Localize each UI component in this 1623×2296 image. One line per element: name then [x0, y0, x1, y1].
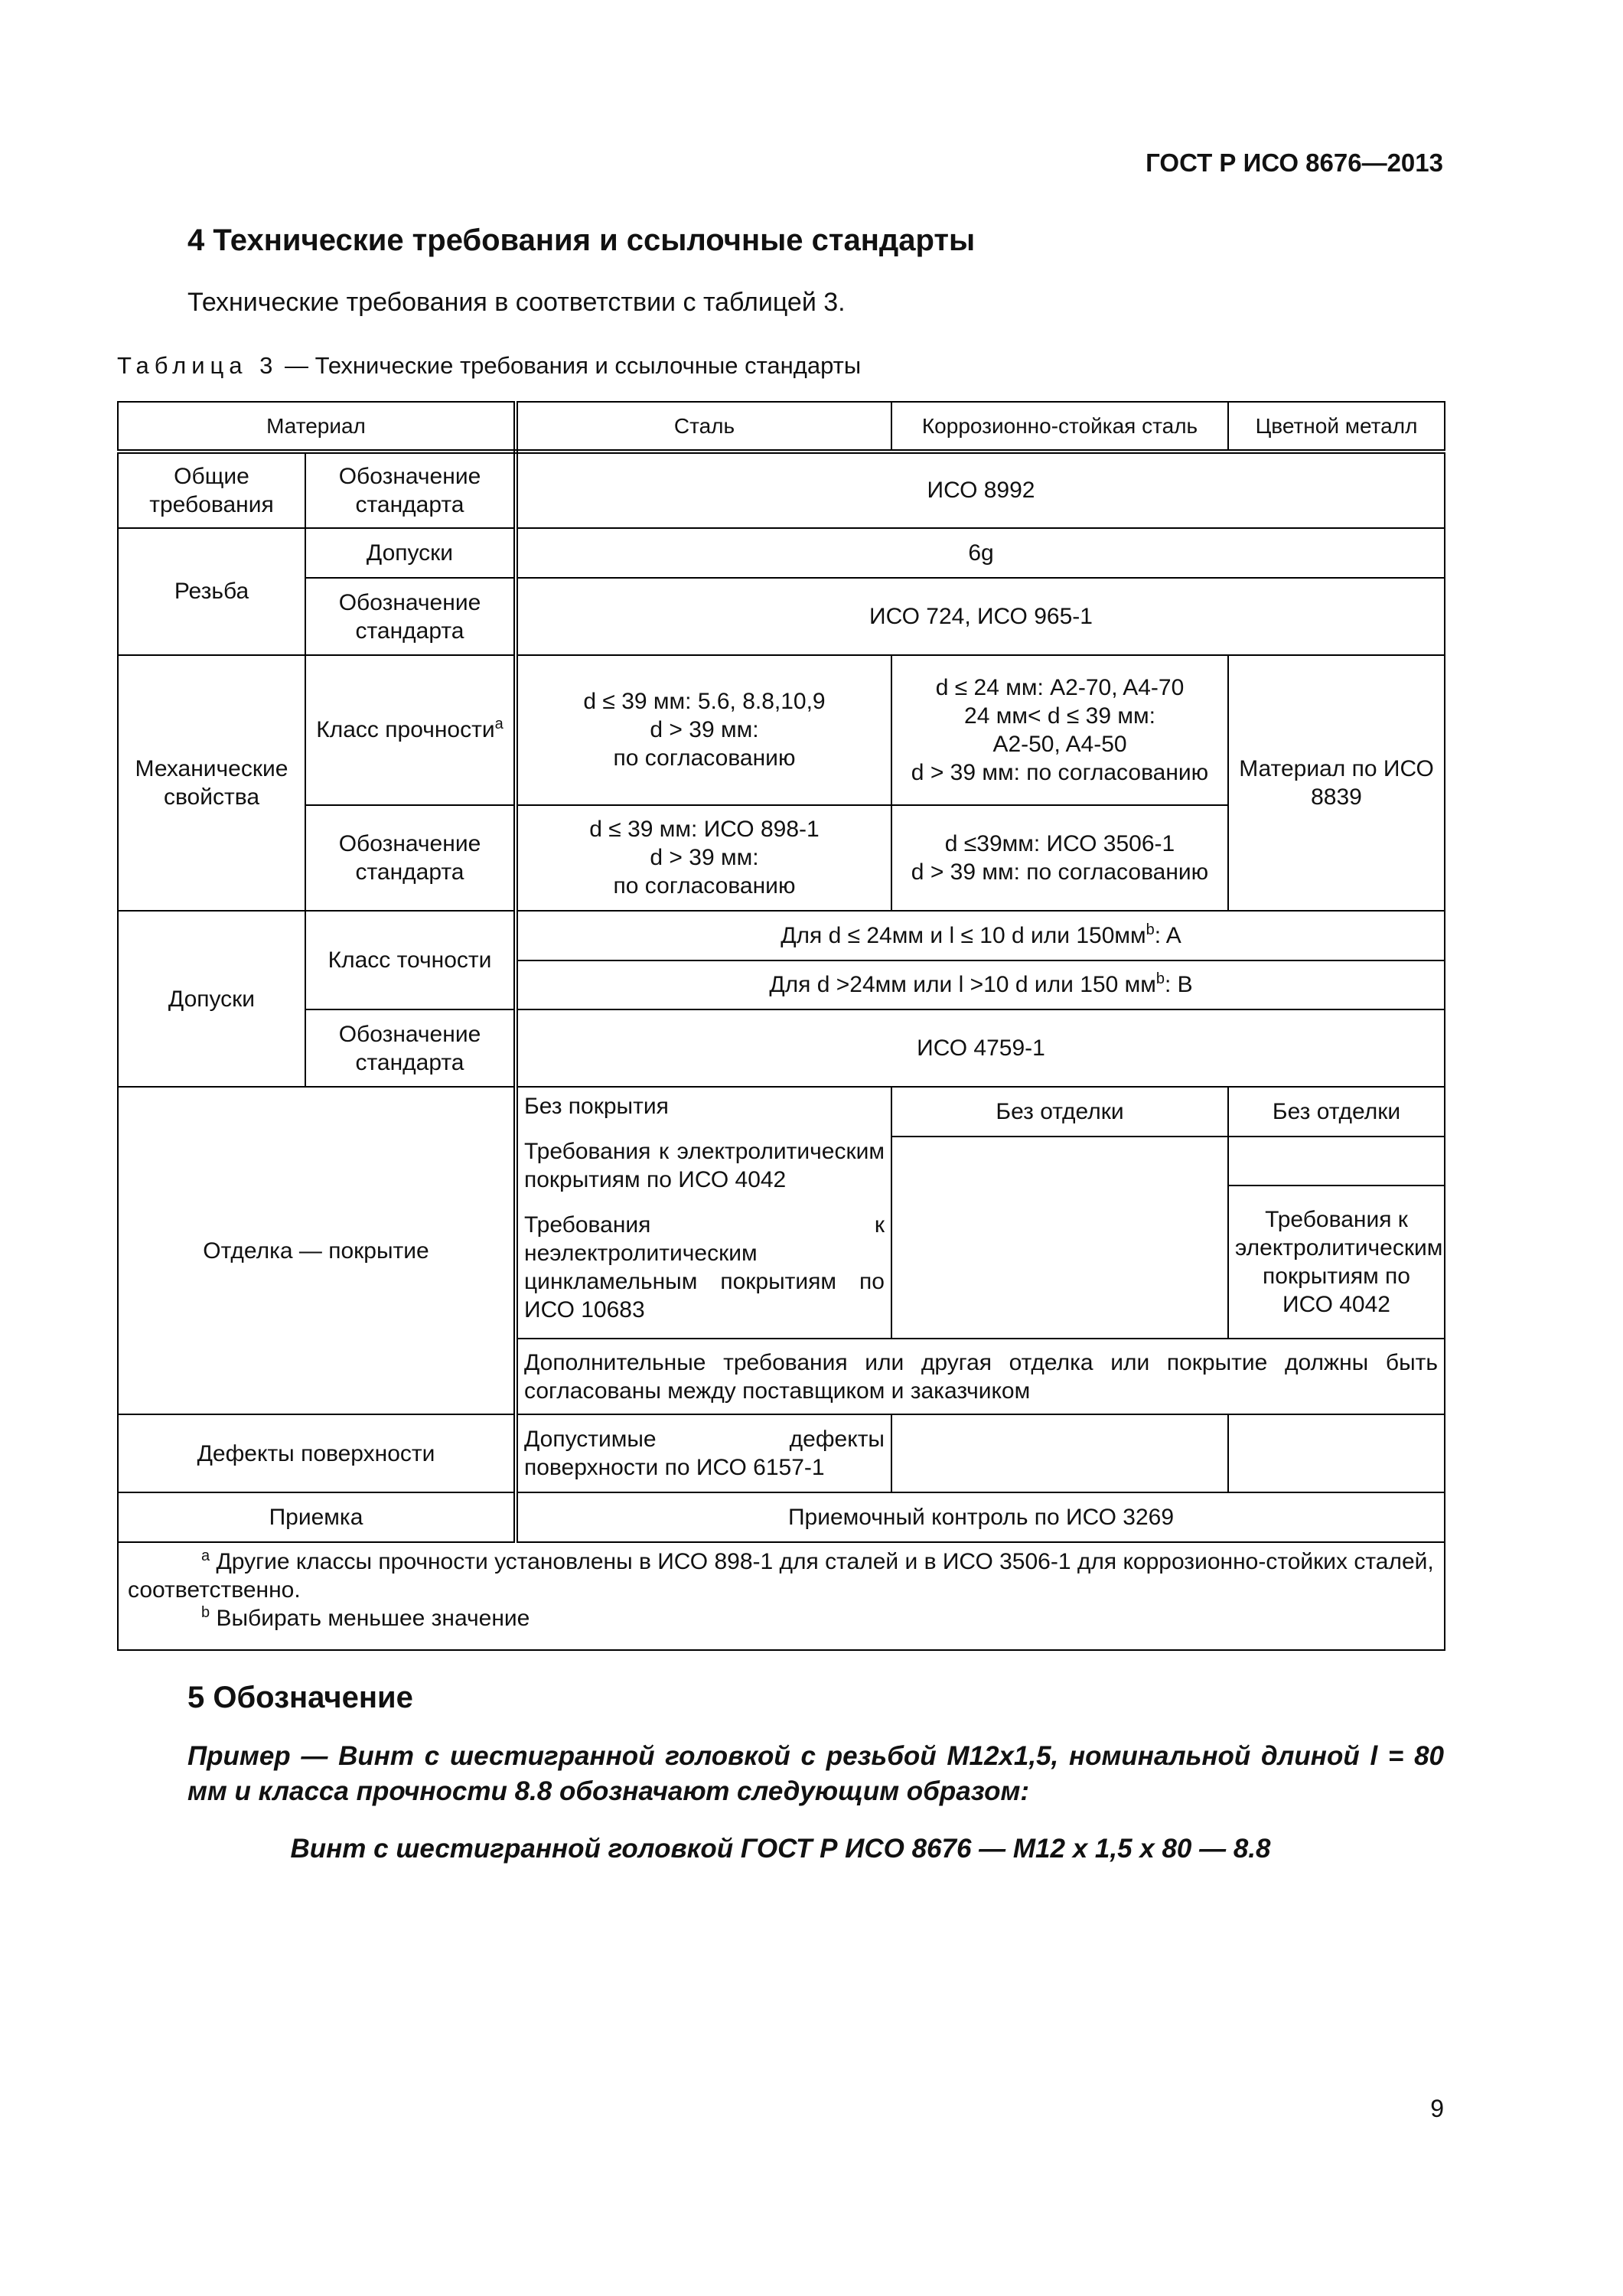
cell-steel-finish: Без покрытия Требования к электролитическим покрытиям по ИСО 4042 Требования к неэлектролитическим цинкламельным покрытиям по ИСО 10683 [516, 1087, 891, 1339]
footnote-b: $^b$ Выбирать меньшее значение [201, 1603, 530, 1631]
cell-stainless-surface-defects-empty [891, 1414, 1228, 1492]
cell-tolerance-standard: ИСО 4759-1 [516, 1009, 1445, 1087]
row-label-surface-defects: Дефекты поверхности [118, 1414, 516, 1492]
cell-steel-strength-class: d ≤ 39 мм: 5.6, 8.8,10,9 d > 39 мм: по согласованию [516, 655, 891, 805]
section-4-title: 4 Технические требования и ссылочные стандарты [187, 223, 976, 257]
cell-nonferrous-mechanical: Материал по ИСО 8839 [1228, 655, 1445, 911]
row-sub-strength-class: Класс прочности$^a$ [305, 655, 516, 805]
example-text: — Винт с шестигранной головкой с резьбой М12х1,5, номинальной длиной l = 80 мм и класса прочности 8.8 обозначают следующим образом: [187, 1741, 1444, 1806]
cell-stainless-finish-empty [891, 1137, 1228, 1339]
table-caption-text: — Технические требования и ссылочные стандарты [278, 352, 862, 379]
cell-nonferrous-finish-empty [1228, 1137, 1445, 1186]
cell-nonferrous-surface-defects-empty [1228, 1414, 1445, 1492]
cell-nonferrous-finish-1: Без отделки [1228, 1087, 1445, 1137]
cell-steel-mechanical-standard: d ≤ 39 мм: ИСО 898-1 d > 39 мм: по согласованию [516, 805, 891, 911]
row-sub-general: Обозначение стандарта [305, 452, 516, 528]
document-id: ГОСТ Р ИСО 8676—2013 [1146, 148, 1443, 177]
designation-string: Винт с шестигранной головкой ГОСТ Р ИСО 8676 — М12 х 1,5 х 80 — 8.8 [290, 1834, 1271, 1864]
table-row [118, 452, 1445, 528]
table-row [118, 528, 1445, 579]
table-caption-label: Таблица 3 [117, 352, 279, 379]
header-steel: Сталь [516, 402, 891, 452]
cell-accuracy-class-b: Для d >24мм или l >10 d или 150 $мм^b$: B [516, 960, 1445, 1010]
table-row [118, 911, 1445, 960]
table-row [118, 1009, 1445, 1087]
cell-stainless-mechanical-standard: d ≤39мм: ИСО 3506-1 d > 39 мм: по согласованию [891, 805, 1228, 911]
table-row [118, 1087, 1445, 1137]
header-nonferrous: Цветной металл [1228, 402, 1445, 452]
row-label-thread: Резьба [118, 528, 305, 656]
cell-finish-additional: Дополнительные требования или другая отделка или покрытие должны быть согласованы между поставщиком и заказчиком [516, 1339, 1445, 1414]
cell-stainless-finish: Без отделки [891, 1087, 1228, 1137]
row-sub-thread-standard: Обозначение стандарта [305, 578, 516, 655]
row-sub-thread-tolerance: Допуски [305, 528, 516, 579]
cell-accuracy-class-a: Для d ≤ 24мм и l ≤ 10 d или $150мм^b$: A [516, 911, 1445, 960]
requirements-table-wrapper [117, 401, 1444, 1651]
footnote-a: $^a$ Другие классы прочности установлены в ИСО 898-1 для сталей и в ИСО 3506-1 для коррозионно-стойких сталей, соответственно. [128, 1547, 1434, 1603]
cell-thread-standard: ИСО 724, ИСО 965-1 [516, 578, 1445, 655]
designation-example [187, 1739, 1444, 1809]
page-number: 9 [1430, 2095, 1444, 2122]
table-row [118, 655, 1445, 805]
example-lead: Пример [187, 1741, 291, 1771]
table-caption [117, 352, 861, 380]
cell-steel-surface-defects: Допустимые дефекты поверхности по ИСО 6157-1 [516, 1414, 891, 1492]
row-label-mechanical: Механические свойства [118, 655, 305, 911]
cell-acceptance-value: Приемочный контроль по ИСО 3269 [516, 1492, 1445, 1542]
section-4-intro: Технические требования в соответствии с таблицей 3. [187, 288, 846, 317]
row-sub-tolerance-standard: Обозначение стандарта [305, 1009, 516, 1087]
cell-stainless-strength-class: d ≤ 24 мм: A2-70, A4-70 24 мм< d ≤ 39 мм: A2-50, A4-50 d > 39 мм: по согласованию [891, 655, 1228, 805]
table-header-row [118, 402, 1445, 452]
table-row [118, 578, 1445, 655]
header-material: Материал [118, 402, 516, 452]
table-notes-row [118, 1542, 1445, 1650]
cell-nonferrous-finish-coating: Требования к электролитическим покрытиям по ИСО 4042 [1228, 1186, 1445, 1339]
table-footnotes [118, 1542, 1445, 1650]
section-5-title: 5 Обозначение [187, 1681, 413, 1714]
row-label-tolerances: Допуски [118, 911, 305, 1087]
row-label-finish: Отделка — покрытие [118, 1087, 516, 1414]
table-row [118, 1414, 1445, 1492]
row-sub-accuracy-class: Класс точности [305, 911, 516, 1009]
row-sub-mechanical-standard: Обозначение стандарта [305, 805, 516, 911]
cell-general-value: ИСО 8992 [516, 452, 1445, 528]
requirements-table [117, 401, 1445, 1651]
row-label-acceptance: Приемка [118, 1492, 516, 1542]
header-stainless: Коррозионно-стойкая сталь [891, 402, 1228, 452]
cell-thread-tolerance: 6g [516, 528, 1445, 579]
row-label-general: Общие требования [118, 452, 305, 528]
table-row [118, 1492, 1445, 1542]
